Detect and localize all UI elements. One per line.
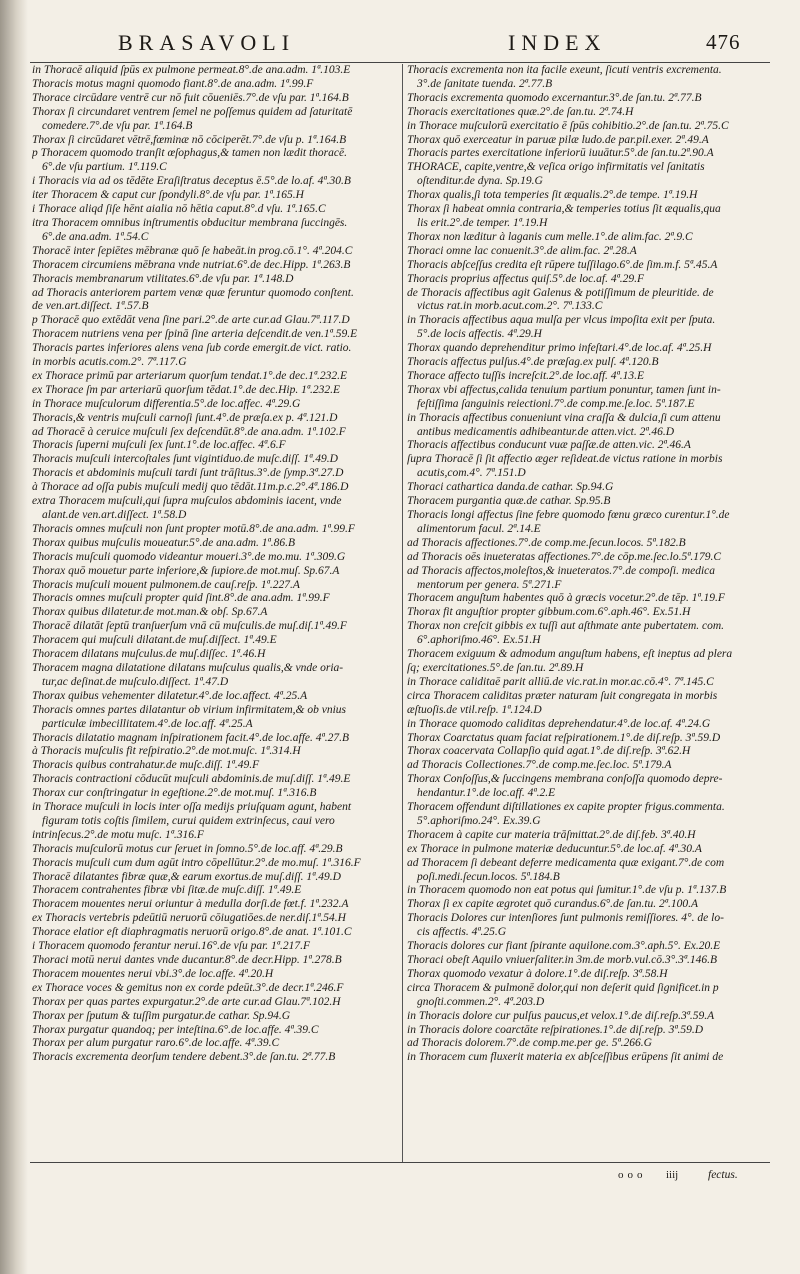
index-entry: Thoracis omnes muſculi propter quid ſint.8°.de ana.adm. 1ª.99.F xyxy=(32,592,330,605)
index-entry: Thorax quibus muſculis moueatur.5°.de ana.adm. 1ª.86.B xyxy=(32,536,296,549)
index-entry: figuram totis coſtis ſimilem, curui quidem extrinſecus, caui vero xyxy=(42,814,335,827)
index-entry: Thoracis muſculi intercoſtales ſunt vigintiduo.de muſc.diſſ. 1ª.49.D xyxy=(32,453,338,466)
index-entry: Thorax Conſoſſus,& ſuccingens membrana conſoſſa quomodo depre- xyxy=(407,773,723,786)
index-entry: hendantur.1°.de loc.aff. 4ª.2.E xyxy=(417,787,556,800)
index-entry: Thorax per alum purgatur raro.6°.de loc.affe. 4ª.39.C xyxy=(32,1037,280,1050)
index-entry: lis erit.2°.de temper. 1ª.19.H xyxy=(417,216,548,229)
footer-rule xyxy=(30,1162,770,1163)
index-entry: Thoracis excrementa deorſum tendere debent.3°.de ſan.tu. 2ª.77.B xyxy=(32,1051,336,1064)
index-entry: Thoracis exercitationes quæ.2°.de ſan.tu. 2ª.74.H xyxy=(407,105,634,118)
index-entry: Thorax quō exerceatur in paruæ pilæ ludo.de par.pil.exer. 2ª.49.A xyxy=(407,133,709,146)
index-entry: i Thoracis via ad os tēdēte Eraſiſtratus deceptus ē.5°.de lo.af. 4ª.30.B xyxy=(32,175,351,188)
index-entry: à Thoracis muſculis fit reſpiratio.2°.de mot.muſc. 1ª.314.H xyxy=(32,745,301,758)
index-entry: p Thoracē quo extēdāt vena ſine pari.2°.de arte cur.ad Glau.7ª.117.D xyxy=(32,314,350,327)
index-entry: 3°.de ſanitate tuenda. 2ª.77.B xyxy=(417,77,553,90)
index-entry: ad Thoracis affectiones.7°.de comp.me.ſecun.locos. 5ª.182.B xyxy=(407,536,686,549)
index-entry: de Thoracis affectibus agit Galenus & potiſſimum de pleuritide. de xyxy=(407,286,714,299)
index-entry: Thoracis partes inferiores alens vena ſub corde emergit.de vict. ratio. xyxy=(32,342,352,355)
index-entry: in Thorace muſculi in locis inter oſſa medijs priuſquam agunt, habent xyxy=(32,801,352,814)
running-head-title: INDEX xyxy=(508,30,607,55)
index-entry: Thorax ſi circundaret ventrem ſemel ne poſſemus quidem ad ſaturitatē xyxy=(32,105,353,118)
index-entry: Thorax ſi habeat omnia contraria,& temperies totius ſit æqualis,qua xyxy=(407,203,721,216)
index-entry: Thoracem contrahentes fibræ vbi ſitæ.de muſc.diſſ. 1ª.49.E xyxy=(32,884,302,897)
index-entry: Thorax fit anguſtior propter gibbum.com.6°.aph.46°. Ex.51.H xyxy=(407,606,691,619)
index-entry: Thoraci omne lac conuenit.3°.de alim.fac. 2ª.28.A xyxy=(407,244,637,257)
index-entry: intrinſecus.2°.de motu muſc. 1ª.316.F xyxy=(32,828,204,841)
index-entry: ad Thoracis oēs inueteratas affectiones.7°.de cōp.me.ſec.lo.5ª.179.C xyxy=(407,550,722,563)
column-divider xyxy=(402,64,403,1162)
index-entry: circa Thoracem caliditas præter naturam ſuit congregata in morbis xyxy=(407,689,718,702)
index-entry: i Thoracem quomodo ferantur nerui.16°.de vſu par. 1ª.217.F xyxy=(32,940,311,953)
index-entry: Thoracem nutriens vena per ſpinā ſine arteria deſcendit.de ven.1ª.59.E xyxy=(32,328,358,341)
index-entry: Thoracem magna dilatatione dilatans muſculus qualis,& vnde oria- xyxy=(32,661,344,674)
index-entry: oſtenditur.de dyna. Sp.19.G xyxy=(417,175,543,188)
index-entry: Thoracis dilatatio magnam inſpirationem facit.4°.de loc.affe. 4ª.27.B xyxy=(32,731,349,744)
index-entry: 5°.de locis affectis. 4ª.29.H xyxy=(417,328,542,341)
index-entry: victus rat.in morb.acut.com.2°. 7ª.133.C xyxy=(417,300,603,313)
index-entry: Thorax per quas partes expurgatur.2°.de arte cur.ad Glau.7ª.102.H xyxy=(32,995,341,1008)
index-entry: Thoracem circumiens mēbrana vnde nutriat.6°.de dec.Hipp. 1ª.263.B xyxy=(32,258,351,271)
index-entry: iter Thoracem & caput cur ſpondyli.8°.de vſu par. 1ª.165.H xyxy=(32,189,304,202)
index-entry: Thoracis omnes partes dilatantur ob virium infirmitatem,& ob vnius xyxy=(32,703,347,716)
index-entry: Thoracem offendunt diſtillationes ex capite propter frigus.commenta. xyxy=(407,801,725,814)
index-entry: gnoſti.commen.2°. 4ª.203.D xyxy=(417,995,545,1008)
signature-mark-extra: iiij xyxy=(666,1169,679,1181)
index-entry: Thoracis affectibus conducunt vuæ paſſæ.de atten.vic. 2ª.46.A xyxy=(407,439,691,452)
index-entry: Thoracis membranarum vtilitates.6°.de vſu par. 1ª.148.D xyxy=(32,272,294,285)
index-entry: i Thorace aliqd ſiſe hēnt aialia nō hētia caput.8°.d vſu. 1ª.165.C xyxy=(32,203,326,216)
index-entry: in Thoracis dolore cur pulſus paucus,et velox.1°.de diſ.reſp.3ª.59.A xyxy=(407,1009,715,1022)
index-entry: Thorace elatior eſt diaphragmatis neruorū origo.8°.de anat. 1ª.101.C xyxy=(32,926,352,939)
index-entry: Thoracis Dolores cur intenſiores ſunt pulmonis remiſſiores. 4°. de lo- xyxy=(407,912,724,925)
index-entry: particulæ imbecillitatem.4°.de loc.aff. 4ª.25.A xyxy=(42,717,253,730)
index-entry: Thorax per ſputum & tuſſim purgatur.de cathar. Sp.94.G xyxy=(32,1009,291,1022)
index-entry: itra Thoracem omnibus inſtrumentis obducitur membrana ſuccingēs. xyxy=(32,216,348,229)
index-entry: Thoracis muſculi mouent pulmonem.de cauſ.reſp. 1ª.227.A xyxy=(32,578,300,591)
index-entry: Thoracem anguſtum habentes quō à græcis vocetur.2°.de tēp. 1ª.19.F xyxy=(407,592,725,605)
index-entry: Thoracis quibus contrahatur.de muſc.diſſ. 1ª.49.F xyxy=(32,759,260,772)
index-entry: Thoracis,& ventris muſculi carnoſi ſunt.4°.de præſa.ex p. 4ª.121.D xyxy=(32,411,338,424)
index-entry: Thorax coacervata Collapſio quid agat.1°.de diſ.reſp. 3ª.62.H xyxy=(407,745,691,758)
index-entry: 5°.aphoriſmo.24°. Ex.39.G xyxy=(417,814,541,827)
index-entry: ad Thoracis dolorem.7°.de comp.me.per ge. 5ª.266.G xyxy=(407,1037,652,1050)
index-entry: Thoraci obeſt Aquilo vniuerſaliter.in 3m.de morb.vul.cō.3°.3ª.146.B xyxy=(407,954,718,966)
index-entry: alimentorum facul. 2ª.14.E xyxy=(417,522,541,535)
running-head-author: BRASAVOLI xyxy=(118,30,296,55)
index-entry: in Thoracem quomodo non eat potus qui ſumitur.1°.de vſu p. 1ª.137.B xyxy=(407,884,727,897)
catchword: fectus. xyxy=(708,1169,738,1181)
index-entry: ex Thorace primū par arteriarum quorſum tendat.1°.de dec.1ª.232.E xyxy=(32,369,348,382)
index-entry: mentorum per genera. 5ª.271.F xyxy=(417,578,562,591)
index-entry: Thoracis proprius affectus quiſ.5°.de loc.af. 4ª.29.F xyxy=(407,272,645,285)
index-entry: ad Thoracem ſi debeant deferre medicamenta quæ exigant.7°.de com xyxy=(407,856,725,869)
index-entry: Thoracis contractioni cōducūt muſculi abdominis.de muſ.diſſ. 1ª.49.E xyxy=(32,773,351,786)
index-entry: in Thoracis affectibus aqua mulſa per vlcus impoſita exit per ſputa. xyxy=(407,314,716,327)
index-entry: Thoracē inter ſepiētes mēbranæ quō ſe habeāt.in prog.cō.1°. 4ª.204.C xyxy=(32,244,353,257)
index-entry: Thorax cur conſtringatur in egeſtione.2°.de mot.muſ. 1ª.316.B xyxy=(32,787,317,800)
index-entry: Thorax non læditur à laganis cum melle.1°.de alim.fac. 2ª.9.C xyxy=(407,230,693,243)
index-entry: in Thoracis affectibus conueniunt vina craſſa & dulcia,ſi cum attenu xyxy=(407,411,721,424)
index-entry: comedere.7°.de vſu par. 1ª.164.B xyxy=(42,119,193,132)
index-entry: Thoracē dilatāt ſeptū tranſuerſum vnā cū muſculis.de muſ.diſ.1ª.49.F xyxy=(32,620,347,633)
page-number: 476 xyxy=(706,30,741,54)
index-entry: ad Thoracis affectos,moleſtos,& inueteratos.7°.de compoſi. medica xyxy=(407,564,716,577)
index-entry: extra Thoracem muſculi,qui ſupra muſculos abdominis iacent, vnde xyxy=(32,495,342,508)
index-entry: ex Thorace voces & gemitus non ex corde pdeūt.3°.de decr.1ª.246.F xyxy=(32,981,344,994)
index-entry: Thorax Coarctatus quam faciat reſpirationem.1°.de diſ.reſp. 3ª.59.D xyxy=(407,731,721,744)
index-entry: alant.de ven.art.diſſect. 1ª.58.D xyxy=(42,509,187,521)
index-entry: acutis,com.4°. 7ª.151.D xyxy=(417,467,526,480)
index-entry: Thorax qualis,ſi tota temperies ſit æqualis.2°.de tempe. 1ª.19.H xyxy=(407,189,698,202)
index-entry: Thorax quibus vehementer dilatetur.4°.de loc.affect. 4ª.25.A xyxy=(32,689,308,702)
index-entry: Thoracis partes exercitatione inferiorū iuuātur.5°.de ſan.tu.2ª.90.A xyxy=(407,147,714,160)
index-entry: Thorax ſi circūdaret vētrē,fœminæ nō cōciperēt.7°.de vſu p. 1ª.164.B xyxy=(32,133,347,146)
index-entry: Thoracem purgantia quæ.de cathar. Sp.95.B xyxy=(407,495,611,508)
index-entry: 6°.aphoriſmo.46°. Ex.51.H xyxy=(417,634,541,647)
index-entry: THORACE, capite,ventre,& veſica origo infirmitatis vel ſanitatis xyxy=(407,161,705,174)
index-entry: 6°.de ana.adm. 1ª.54.C xyxy=(42,230,149,243)
index-entry: tur,ac deſinat.de muſculo.diſſect. 1ª.47.D xyxy=(42,675,229,688)
index-entry: Thoracis excrementa quomodo excernantur.3°.de ſan.tu. 2ª.77.B xyxy=(407,91,702,104)
index-entry: in Thoracem cum fluxerit materia ex abſceſſibus erūpens ſit animi de xyxy=(407,1051,724,1064)
signature-mark: ooo xyxy=(618,1169,647,1181)
index-entry: ſq; exercitationes.5°.de ſan.tu. 2ª.89.H xyxy=(407,661,584,674)
index-entry: Thoracis omnes muſculi non ſunt propter motū.8°.de ana.adm. 1ª.99.F xyxy=(32,522,355,535)
index-entry: ex Thorace in pulmone materiæ deducuntur.5°.de loc.af. 4ª.30.A xyxy=(407,842,702,855)
index-entry: cis affectis. 4ª.25.G xyxy=(417,926,507,939)
index-entry: Thoracem mouentes nerui oriuntur à medulla dorſi.de fœt.f. 1ª.232.A xyxy=(32,898,349,911)
right-column xyxy=(407,64,770,1065)
index-entry: Thorax vbi affectus,calida tenuium partium ponuntur, tamen ſunt in- xyxy=(407,383,721,396)
index-entry: 6°.de vſu partium. 1ª.119.C xyxy=(42,161,167,174)
index-entry: Thoraci cathartica danda.de cathar. Sp.94.G xyxy=(407,481,614,494)
index-entry: Thorace affecto tuſſis increſcit.2°.de loc.aff. 4ª.13.E xyxy=(407,369,644,382)
index-entry: in Thorace muſculorū exercitatio ē ſpūs cohibitio.2°.de ſan.tu. 2ª.75.C xyxy=(407,119,729,132)
index-entry: Thoracis longi affectus ſine febre quomodo fœnu græco curentur.1°.de xyxy=(407,509,730,521)
index-entry: Thoracis et abdominis muſculi tardi ſunt trāſitus.3°.de ſymp.3ª.27.D xyxy=(32,467,344,480)
index-entry: in Thoracē aliquid ſpūs ex pulmone permeat.8°.de ana.adm. 1ª.103.E xyxy=(32,64,351,76)
index-entry: ad Thoracē à ceruice muſculi ſex deſcendūt.8°.de ana.adm. 1ª.102.F xyxy=(32,425,346,438)
index-entry: Thoracis muſculi quomodo videantur moueri.3°.de mo.mu. 1ª.309.G xyxy=(32,550,346,563)
index-entry: Thoracis ſuperni muſculi ſex ſunt.1°.de loc.affec. 4ª.6.F xyxy=(32,439,286,452)
index-entry: Thoracem mouentes nerui vbi.3°.de loc.affe. 4ª.20.H xyxy=(32,967,274,980)
index-entry: antibus medicamentis adhibeantur.de atten.vict. 2ª.46.D xyxy=(417,425,675,438)
index-entry: Thoracis excrementa non ita facile exeunt, ſicuti ventris excrementa. xyxy=(407,64,722,76)
index-entry: æſtuoſis.de vtil.reſp. 1ª.124.D xyxy=(407,703,542,716)
index-entry: Thoracē dilatantes fibræ quæ,& earum exortus.de muſ.diſſ. 1ª.49.D xyxy=(32,870,341,883)
index-entry: Thorax non creſcit gibbis ex tuſſi aut aſthmate ante pubertatem. com. xyxy=(407,620,725,633)
index-entry: circa Thoracem & pulmonē dolor,qui non deſerit quid ſignificet.in p xyxy=(407,981,719,994)
index-entry: Thorax ſi ex capite ægrotet quō curandus.6°.de ſan.tu. 2ª.100.A xyxy=(407,898,698,911)
index-entry: Thorace circūdare ventrē cur nō fuit cōueniēs.7°.de vſu par. 1ª.164.B xyxy=(32,91,349,104)
index-entry: in morbis acutis.com.2°. 7ª.117.G xyxy=(32,356,187,369)
index-entry: Thoracis affectus pulſus.4°.de præſag.ex pulſ. 4ª.120.B xyxy=(407,356,659,369)
index-entry: ex Thorace ſm par arteriarū quorſum tēdat.1°.de dec.Hip. 1ª.232.E xyxy=(32,383,341,396)
index-entry: Thorax quomodo vexatur à dolore.1°.de diſ.reſp. 3ª.58.H xyxy=(407,967,668,980)
index-entry: Thoracem exiguum & admodum anguſtum habens, eſt ineptus ad plera xyxy=(407,648,733,661)
index-entry: in Thorace muſculorum differentia.5°.de loc.affec. 4ª.29.G xyxy=(32,397,301,410)
index-entry: Thoracem dilatans muſculus.de muſ.diſſec. 1ª.46.H xyxy=(32,648,266,661)
index-entry: de ven.art.diſſect. 1ª.57.B xyxy=(32,300,149,313)
index-entry: Thorax purgatur quandoq; per inteſtina.6°.de loc.affe. 4ª.39.C xyxy=(32,1023,319,1036)
index-entry: poſi.medi.ſecun.locos. 5ª.184.B xyxy=(417,870,560,883)
header-rule xyxy=(30,62,770,63)
index-entry: Thoracis dolores cur fiant ſpirante aquilone.com.3°.aph.5°. Ex.20.E xyxy=(407,940,721,953)
index-entry: Thoracis muſculi cum dum agūt intro cōpellūtur.2°.de mo.muſ. 1ª.316.F xyxy=(32,856,361,869)
index-entry: in Thoracis dolore coarctāte reſpirationes.1°.de diſ.reſp. 3ª.59.D xyxy=(407,1023,704,1036)
index-entry: Thoracis abſceſſus credita eſt rūpere tuſſilago.6°.de ſim.m.f. 5ª.45.A xyxy=(407,258,718,271)
index-entry: Thoracem qui muſculi dilatant.de muſ.diſſect. 1ª.49.E xyxy=(32,634,277,647)
index-entry: in Thorace caliditaē parit alliū.de vic.rat.in mor.ac.cō.4°. 7ª.145.C xyxy=(407,675,714,688)
index-entry: Thorax quibus dilatetur.de mot.man.& obſ. Sp.67.A xyxy=(32,606,268,619)
index-entry: Thoracis muſculorū motus cur ſeruet in ſomno.5°.de loc.aff. 4ª.29.B xyxy=(32,842,343,855)
index-entry: in Thorace quomodo caliditas deprehendatur.4°.de loc.af. 4ª.24.G xyxy=(407,717,711,730)
index-entry: feſtiſſima ſanguinis reiectioni.7°.de comp.me.ſe.loc. 5ª.187.E xyxy=(417,397,695,410)
index-entry: Thoracem à capite cur materia trāſmittat.2°.de diſ.feb. 3ª.40.H xyxy=(407,828,696,841)
index-entry: ad Thoracis Collectiones.7°.de comp.me.ſec.loc. 5ª.179.A xyxy=(407,759,672,772)
index-entry: ex Thoracis vertebris pdeūtiū neruorū cōiugatiōes.de ner.diſ.1ª.54.H xyxy=(32,912,346,925)
index-entry: ſupra Thoracē ſi ſit affectio æger reſideat.de victus ratione in morbis xyxy=(407,453,723,466)
index-entry: ad Thoracis anteriorem partem venæ quæ feruntur quomodo conſtent. xyxy=(32,286,354,299)
index-entry: Thorax quō mouetur parte inferiore,& ſupiore.de mot.muſ. Sp.67.A xyxy=(32,564,340,577)
left-column xyxy=(32,64,397,1065)
index-entry: Thoracis motus magni quomodo fiant.8°.de ana.adm. 1ª.99.F xyxy=(32,77,314,90)
index-entry: à Thorace ad oſſa pubis muſculi medij quo tēdāt.11m.p.c.2°.4ª.186.D xyxy=(32,481,349,494)
index-entry: Thorax quando deprehenditur primo infeſtari.4°.de loc.af. 4ª.25.H xyxy=(407,342,712,355)
index-entry: Thoraci motū nerui dantes vnde ducantur.8°.de decr.Hipp. 1ª.278.B xyxy=(32,954,342,966)
book-gutter-shadow xyxy=(0,0,28,1274)
index-entry: p Thoracem quomodo tranſit œſophagus,& tamen non lædit thoracē. xyxy=(32,147,347,160)
